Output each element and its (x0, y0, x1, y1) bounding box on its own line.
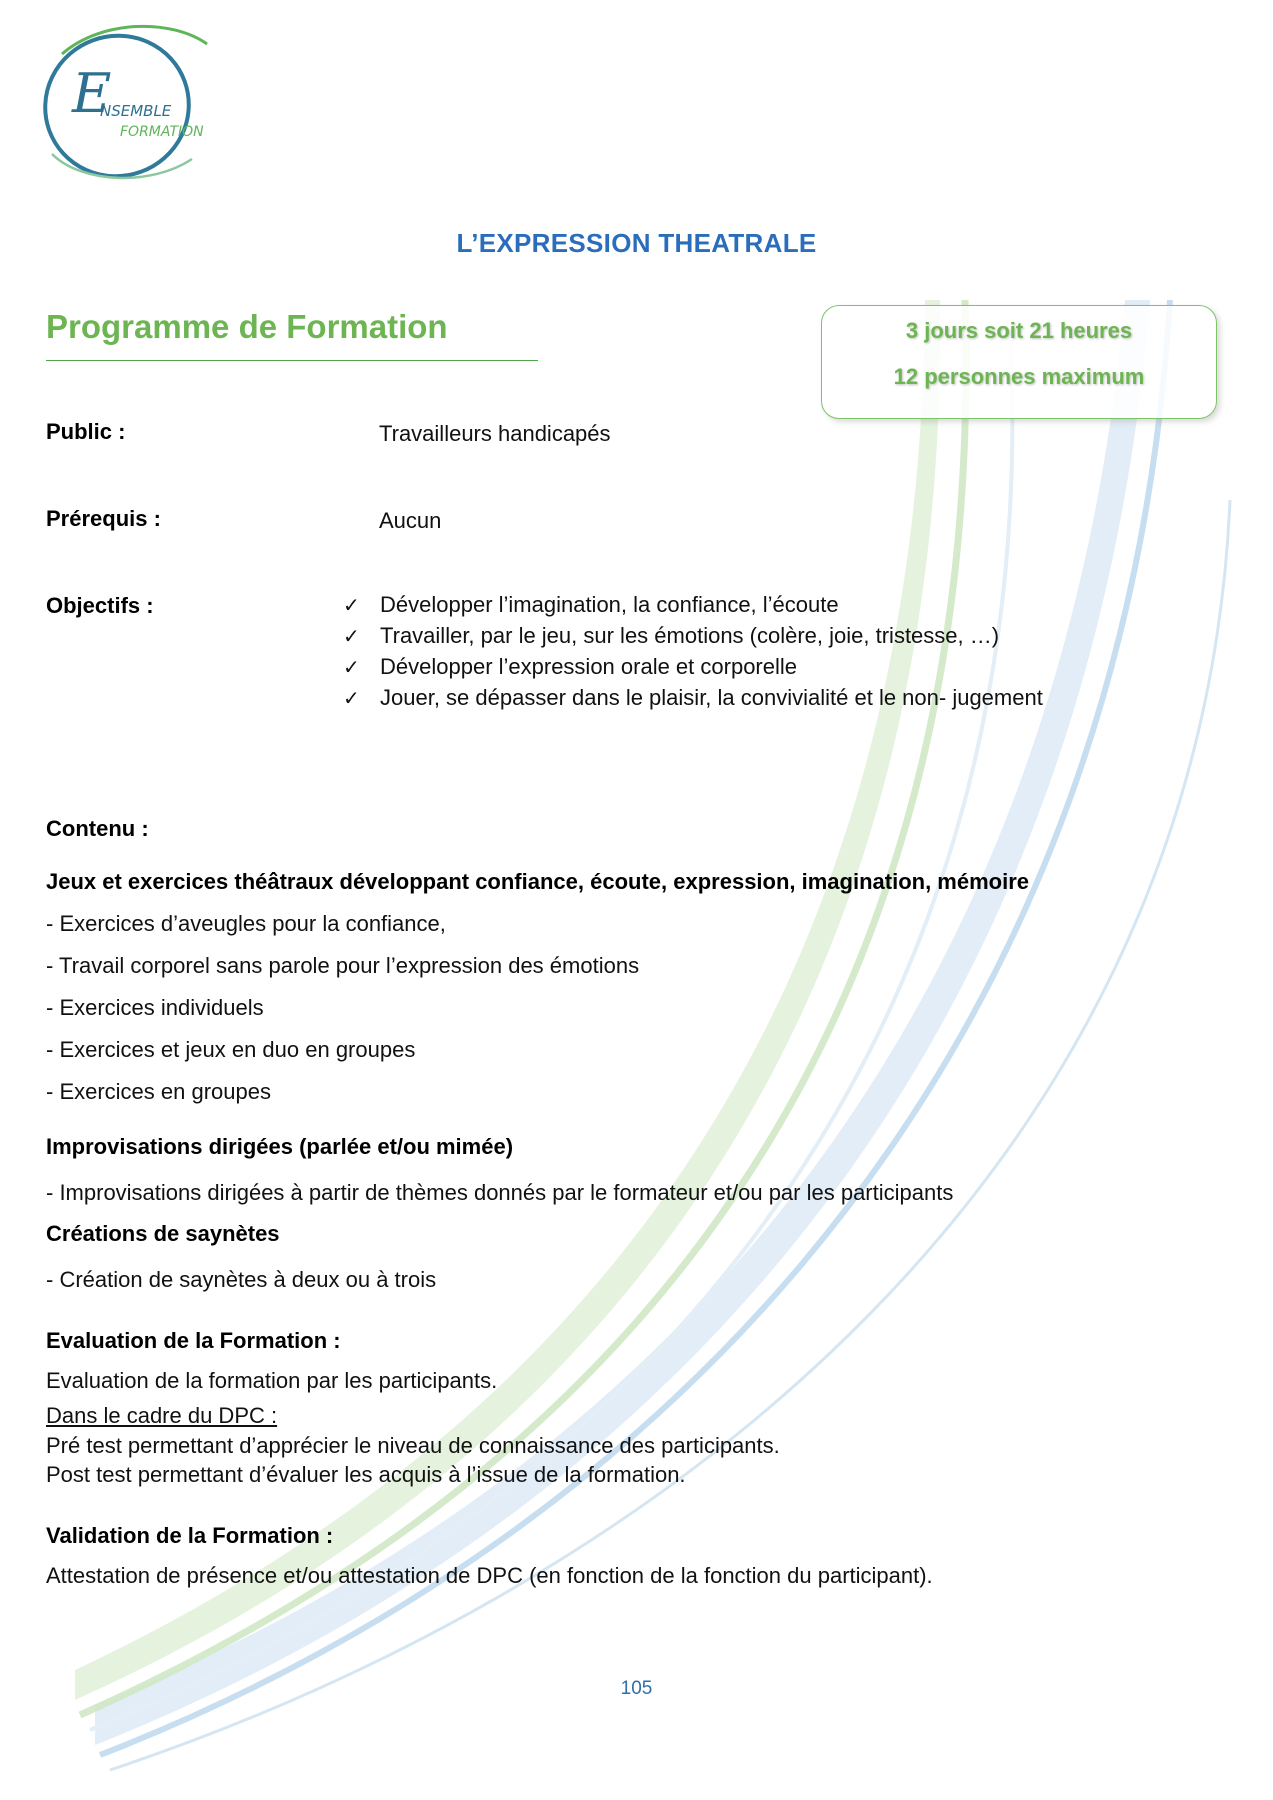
contenu-section-1-heading: Jeux et exercices théâtraux développant confiance, écoute, expression, imagination, mémoire (46, 869, 1030, 894)
course-info-box (821, 305, 1217, 419)
svg-text:NSEMBLE: NSEMBLE (100, 102, 172, 120)
public-value: Travailleurs handicapés (379, 421, 611, 446)
validation-label: Validation de la Formation : (46, 1523, 334, 1548)
list-item: - Travail corporel sans parole pour l’expression des émotions (46, 953, 640, 978)
objectifs-label: Objectifs : (46, 593, 154, 618)
dpc-label: Dans le cadre du DPC : (46, 1403, 278, 1428)
list-item: - Exercices individuels (46, 995, 264, 1020)
ensemble-formation-logo (22, 14, 232, 194)
prerequis-value: Aucun (379, 508, 442, 533)
post-test-text: Post test permettant d’évaluer les acquis à l’issue de la formation. (46, 1462, 686, 1487)
programme-heading: Programme de Formation (46, 308, 448, 345)
checkmark-icon: ✓ (343, 595, 360, 617)
document-title: L’EXPRESSION THEATRALE (456, 228, 817, 258)
duration-text: 3 jours soit 21 heures (905, 318, 1133, 343)
evaluation-label: Evaluation de la Formation : (46, 1328, 341, 1353)
checkmark-icon: ✓ (343, 626, 360, 648)
list-item: - Exercices et jeux en duo en groupes (46, 1037, 416, 1062)
list-item: - Création de saynètes à deux ou à trois (46, 1267, 437, 1292)
checkmark-icon: ✓ (343, 688, 360, 710)
public-label: Public : (46, 419, 126, 444)
swoosh-line-3 (90, 330, 1012, 1730)
programme-heading-underline (46, 360, 538, 361)
objectifs-list (343, 590, 1043, 714)
list-item: ✓ Développer l’expression orale et corporelle (343, 652, 1043, 683)
capacity-text: 12 personnes maximum (893, 364, 1145, 389)
pre-test-text: Pré test permettant d’apprécier le niveau de connaissance des participants. (46, 1433, 780, 1458)
contenu-section-2-heading: Improvisations dirigées (parlée et/ou mimée) (46, 1134, 514, 1159)
svg-text:FORMATION: FORMATION (120, 124, 204, 140)
contenu-section-3-heading: Créations de saynètes (46, 1221, 280, 1246)
prerequis-label: Prérequis : (46, 506, 161, 531)
list-item: - Exercices d’aveugles pour la confiance, (46, 911, 446, 936)
validation-text: Attestation de présence et/ou attestation de DPC (en fonction de la fonction du participant). (46, 1563, 933, 1588)
contenu-label: Contenu : (46, 816, 149, 841)
checkmark-icon: ✓ (343, 657, 360, 679)
list-item: ✓ Travailler, par le jeu, sur les émotions (colère, joie, tristesse, …) (343, 621, 1043, 652)
list-item: - Improvisations dirigées à partir de thèmes donnés par le formateur et/ou par les participants (46, 1180, 954, 1205)
evaluation-text: Evaluation de la formation par les participants. (46, 1368, 498, 1393)
svg-text:E: E (72, 62, 112, 125)
page-number: 105 (620, 1678, 653, 1699)
list-item: - Exercices en groupes (46, 1079, 271, 1104)
list-item: ✓ Jouer, se dépasser dans le plaisir, la convivialité et le non- jugement (343, 683, 1043, 714)
list-item: ✓ Développer l’imagination, la confiance, l’écoute (343, 590, 1043, 621)
